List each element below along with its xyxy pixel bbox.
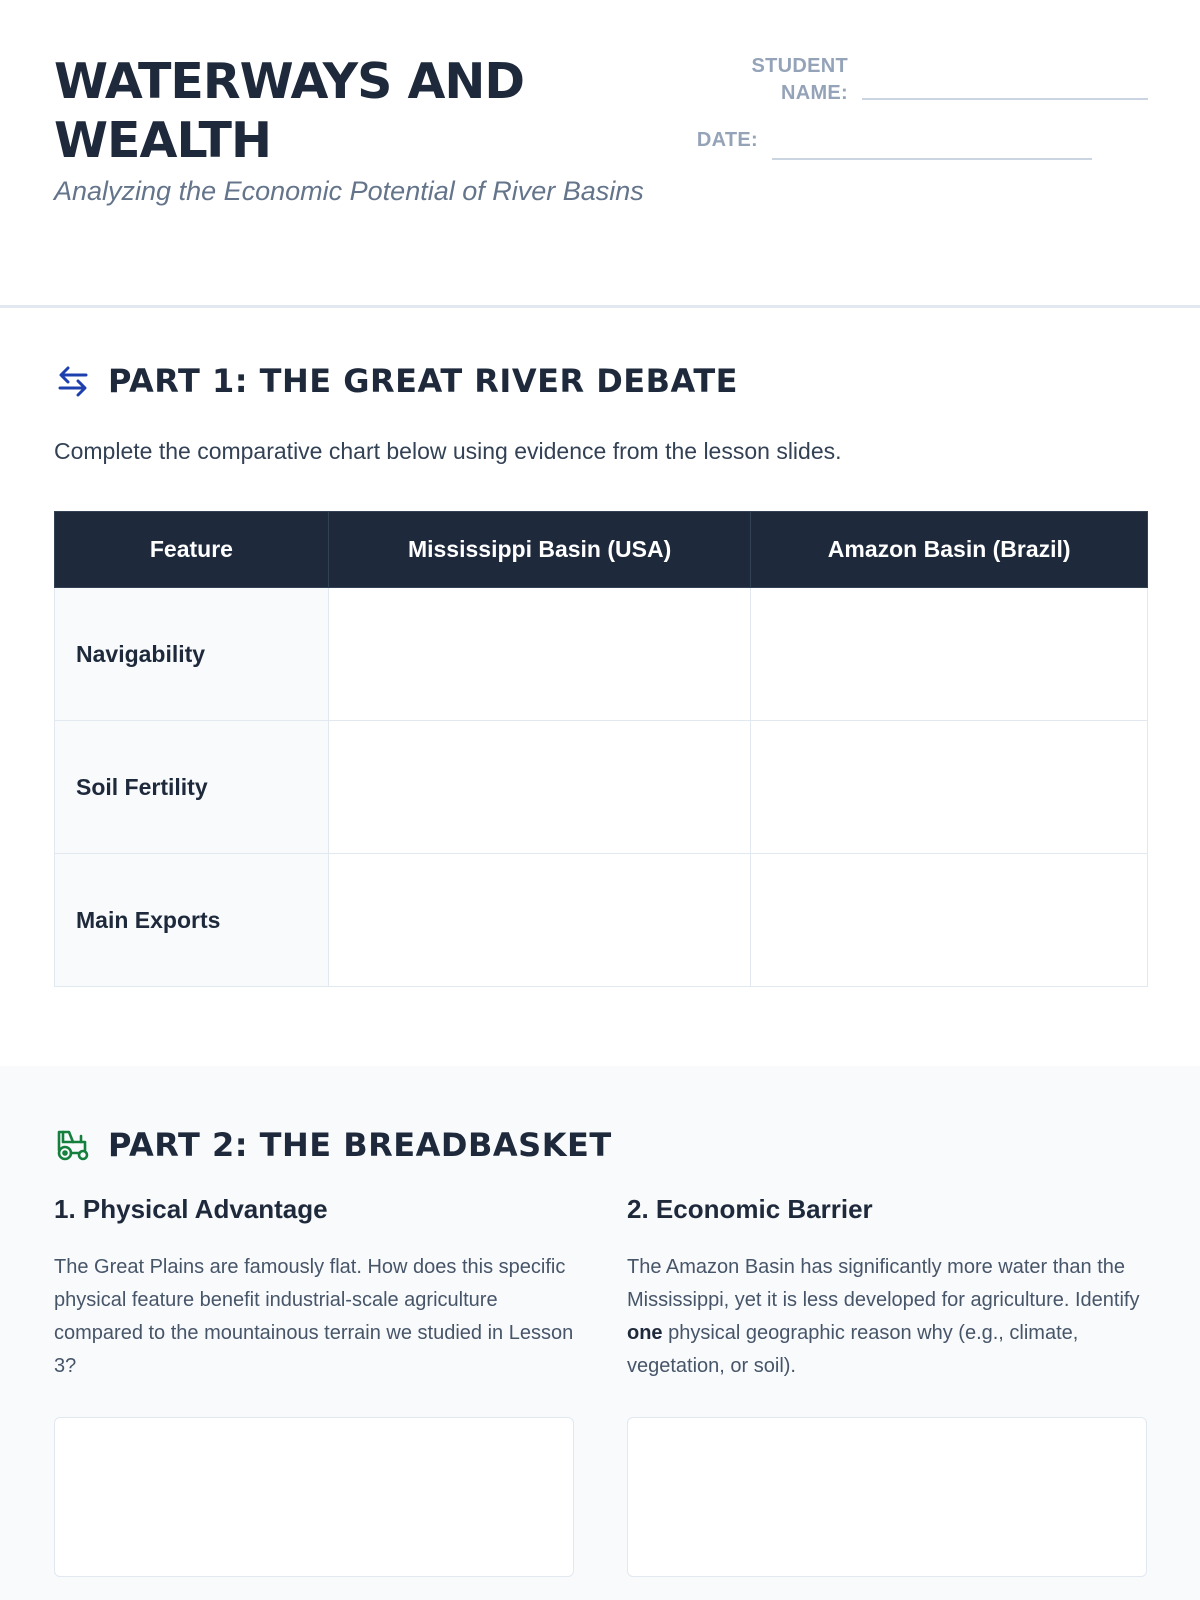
column-header: Mississippi Basin (USA) [328,512,751,588]
mississippi-answer-cell[interactable] [328,854,751,987]
mississippi-answer-cell[interactable] [328,588,751,721]
arrows-exchange-icon [54,362,92,400]
question-2-text [627,1251,1147,1383]
part2-section [0,1066,1200,1600]
table-row [55,588,1148,721]
question-2-text-end: physical geographic reason why (e.g., climate, vegetation, or soil). [627,1322,1079,1377]
question-2-answer-box[interactable] [627,1417,1147,1577]
question-2-text-start: The Amazon Basin has significantly more water than the Mississippi, yet it is less developed for agriculture. Identify [627,1256,1140,1311]
page-subtitle: Analyzing the Economic Potential of River Basins [54,176,644,206]
table-header-row [55,512,1148,588]
feature-cell: Soil Fertility [55,721,329,854]
feature-cell: Navigability [55,588,329,721]
question-1-title: 1. Physical Advantage [54,1194,328,1224]
worksheet-header [0,0,1200,308]
column-header: Feature [55,512,329,588]
question-1 [54,1194,574,1383]
part1-section [0,308,1200,1066]
question-2-title: 2. Economic Barrier [627,1194,873,1224]
date-label: DATE: [696,129,758,151]
part2-heading: PART 2: THE BREADBASKET [108,1126,612,1164]
amazon-answer-cell[interactable] [751,721,1148,854]
question-2 [627,1194,1147,1383]
amazon-answer-cell[interactable] [751,588,1148,721]
table-row [55,721,1148,854]
page-title: WATERWAYS AND WEALTH [54,53,525,169]
tractor-icon [54,1126,92,1164]
student-name-label: STUDENT NAME: [751,55,848,104]
question-1-answer-box[interactable] [54,1417,574,1577]
comparison-table [54,511,1148,987]
amazon-answer-cell[interactable] [751,854,1148,987]
table-row [55,854,1148,987]
part1-heading-row [54,362,738,400]
part2-heading-row [54,1126,612,1164]
feature-cell: Main Exports [55,854,329,987]
column-header: Amazon Basin (Brazil) [751,512,1148,588]
part1-instructions: Complete the comparative chart below using evidence from the lesson slides. [54,438,842,464]
student-name-field[interactable] [862,98,1148,100]
mississippi-answer-cell[interactable] [328,721,751,854]
question-2-emphasis: one [627,1322,663,1344]
part1-heading: PART 1: THE GREAT RIVER DEBATE [108,362,739,400]
date-field[interactable] [772,158,1092,160]
question-1-text: The Great Plains are famously flat. How does this specific physical feature benefit industrial-scale agriculture compared to the mountainous terrain we studied in Lesson 3? [54,1256,574,1377]
